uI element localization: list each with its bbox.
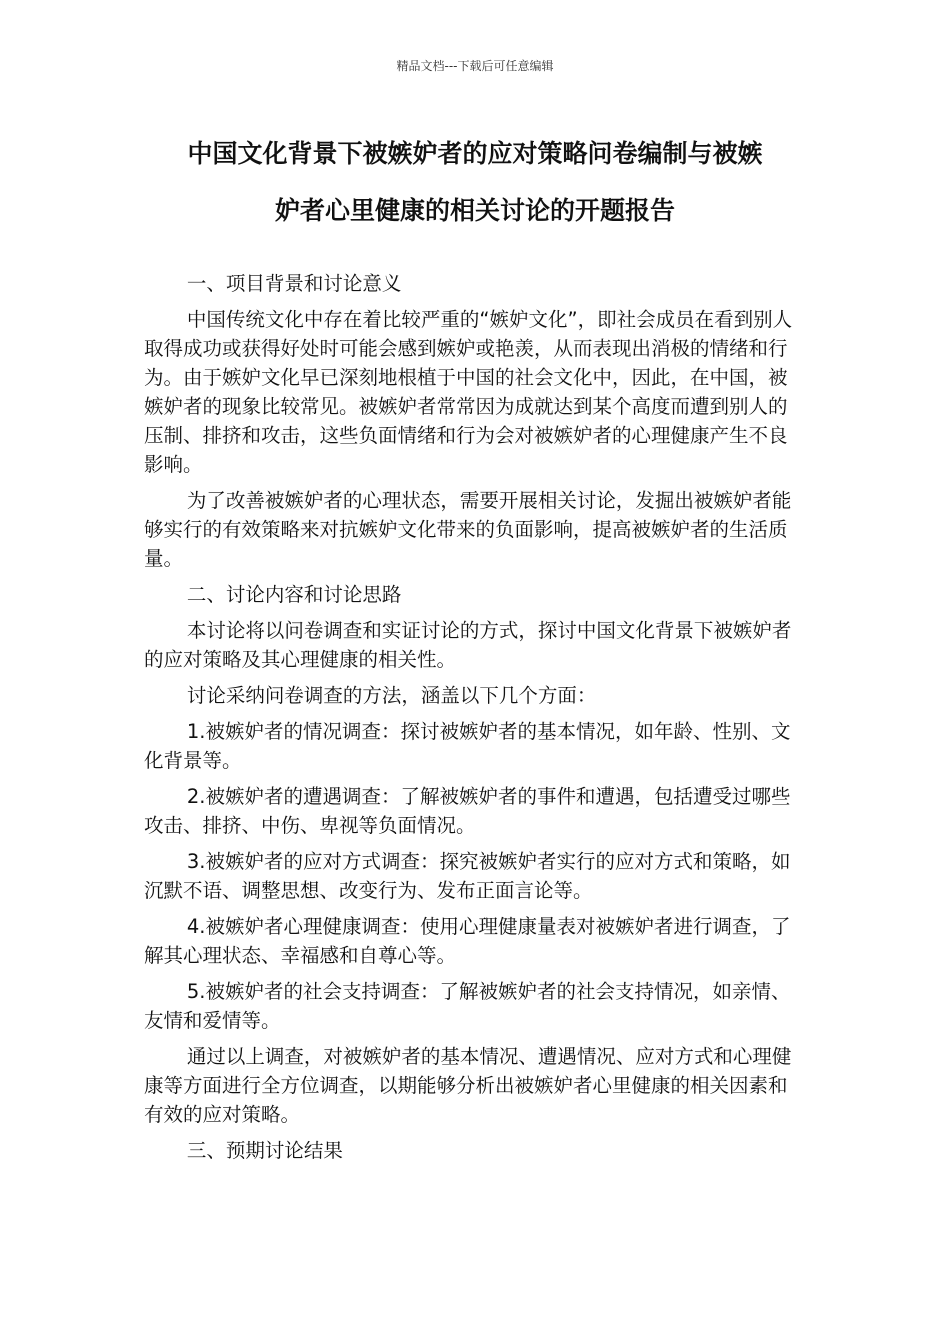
section-heading: 二、讨论内容和讨论思路 (186, 583, 402, 606)
paragraph: 讨论采纳问卷调查的方法，涵盖以下几个方面： (186, 684, 597, 707)
document-body (144, 269, 806, 1172)
list-item: 4.被嫉妒者心理健康调查：使用心理健康量表对被嫉妒者进行调查，了解其心理状态、幸福感和自尊心等。 (144, 915, 791, 967)
page-header: 精品文档---下载后可任意编辑 (396, 59, 554, 73)
paragraph: 为了改善被嫉妒者的心理状态，需要开展相关讨论，发掘出被嫉妒者能够实行的有效策略来对抗嫉妒文化带来的负面影响，提高被嫉妒者的生活质量。 (144, 489, 792, 570)
paragraph: 本讨论将以问卷调查和实证讨论的方式，探讨中国文化背景下被嫉妒者的应对策略及其心理健康的相关性。 (144, 619, 792, 671)
list-item: 2.被嫉妒者的遭遇调查：了解被嫉妒者的事件和遭遇，包括遭受过哪些攻击、排挤、中伤、卑视等负面情况。 (144, 785, 791, 837)
list-item: 3.被嫉妒者的应对方式调查：探究被嫉妒者实行的应对方式和策略，如沉默不语、调整思想、改变行为、发布正面言论等。 (144, 850, 791, 902)
paragraph: 中国传统文化中存在着比较严重的“嫉妒文化”，即社会成员在看到别人取得成功或获得好处时可能会感到嫉妒或艳羡，从而表现出消极的情绪和行为。由于嫉妒文化早已深刻地根植于中国的社会文化中，因此，在中国，被嫉妒者的现象比较常见。被嫉妒者常常因为成就达到某个高度而遭到别人的压制、排挤和攻击，这些负面情绪和行为会对被嫉妒者的心理健康产生不良影响。 (144, 308, 793, 476)
list-item: 5.被嫉妒者的社会支持调查：了解被嫉妒者的社会支持情况，如亲情、友情和爱情等。 (144, 980, 791, 1032)
document-title-line-1: 中国文化背景下被嫉妒者的应对策略问卷编制与被嫉 (187, 139, 763, 168)
section-heading: 三、预期讨论结果 (186, 1139, 343, 1162)
section-heading: 一、项目背景和讨论意义 (186, 272, 402, 295)
document-title-line-2: 妒者心里健康的相关讨论的开题报告 (274, 196, 675, 225)
list-item: 1.被嫉妒者的情况调查：探讨被嫉妒者的基本情况，如年龄、性别、文化背景等。 (144, 720, 791, 772)
paragraph: 通过以上调查，对被嫉妒者的基本情况、遭遇情况、应对方式和心理健康等方面进行全方位调查，以期能够分析出被嫉妒者心里健康的相关因素和有效的应对策略。 (144, 1045, 792, 1126)
